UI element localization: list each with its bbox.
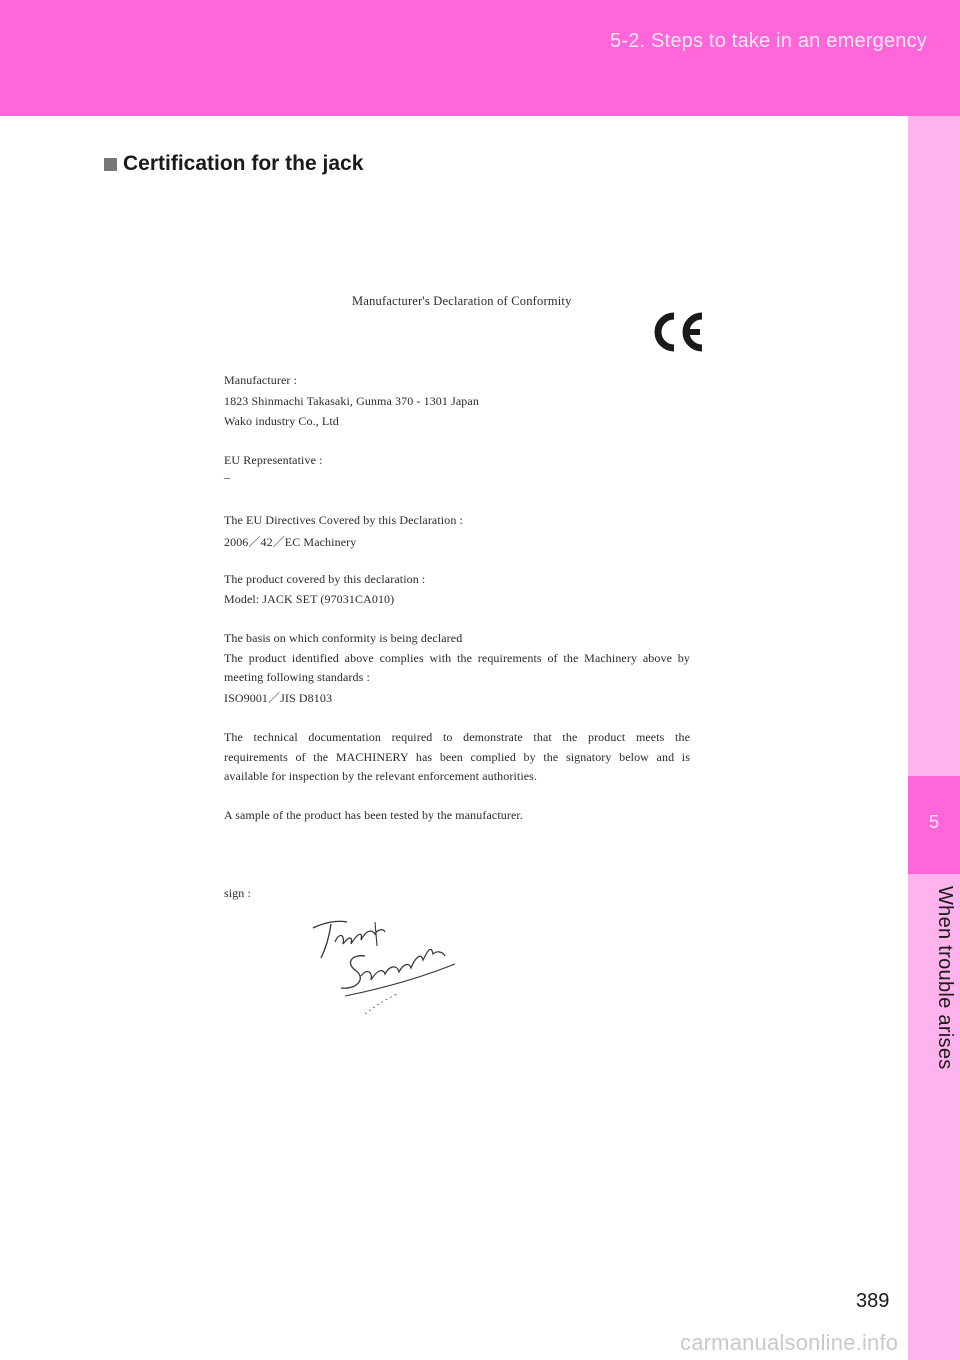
eu-representative-value: – bbox=[224, 470, 231, 484]
ce-mark-icon bbox=[648, 308, 706, 356]
declaration-title: Manufacturer's Declaration of Conformity bbox=[352, 294, 572, 308]
directives-label: The EU Directives Covered by this Declaration : bbox=[224, 513, 463, 527]
manufacturer-address: 1823 Shinmachi Takasaki, Gunma 370 - 1301 Japan bbox=[224, 394, 479, 408]
product-value: Model: JACK SET (97031CA010) bbox=[224, 592, 395, 606]
chapter-number: 5 bbox=[928, 812, 939, 832]
basis-standards: ISO9001／JIS D8103 bbox=[224, 691, 333, 705]
technical-line-3: available for inspection by the relevant enforcement authorities. bbox=[224, 769, 538, 783]
manufacturer-name: Wako industry Co., Ltd bbox=[224, 414, 339, 428]
eu-representative-label: EU Representative : bbox=[224, 453, 323, 467]
basis-line-2: meeting following standards : bbox=[224, 670, 370, 684]
handwritten-signature bbox=[305, 910, 465, 1020]
basis-label: The basis on which conformity is being declared bbox=[224, 631, 463, 645]
chapter-side-tab bbox=[908, 116, 960, 1360]
technical-line-1: The technical documentation required to demonstrate that the product meets the bbox=[224, 730, 690, 744]
header-title: 5-2. Steps to take in an emergency bbox=[610, 30, 927, 52]
technical-line-2: requirements of the MACHINERY has been complied by the signatory below and is bbox=[224, 750, 690, 764]
watermark-text: carmanualsonline.info bbox=[680, 1330, 899, 1355]
square-bullet-icon bbox=[104, 158, 117, 171]
declaration-document bbox=[150, 270, 750, 1030]
page-header bbox=[0, 0, 960, 116]
chapter-number-box bbox=[908, 776, 960, 874]
sample-statement: A sample of the product has been tested by the manufacturer. bbox=[224, 808, 523, 822]
sign-label: sign : bbox=[224, 886, 251, 900]
page-number: 389 bbox=[856, 1290, 890, 1312]
product-label: The product covered by this declaration : bbox=[224, 572, 426, 586]
basis-line-1: The product identified above complies with the requirements of the Machinery above by bbox=[224, 651, 690, 665]
chapter-label: When trouble arises bbox=[934, 886, 956, 1070]
section-heading-text: Certification for the jack bbox=[123, 152, 364, 175]
directives-value: 2006／42／EC Machinery bbox=[224, 535, 357, 549]
manufacturer-label: Manufacturer : bbox=[224, 373, 298, 387]
section-heading bbox=[104, 152, 363, 176]
